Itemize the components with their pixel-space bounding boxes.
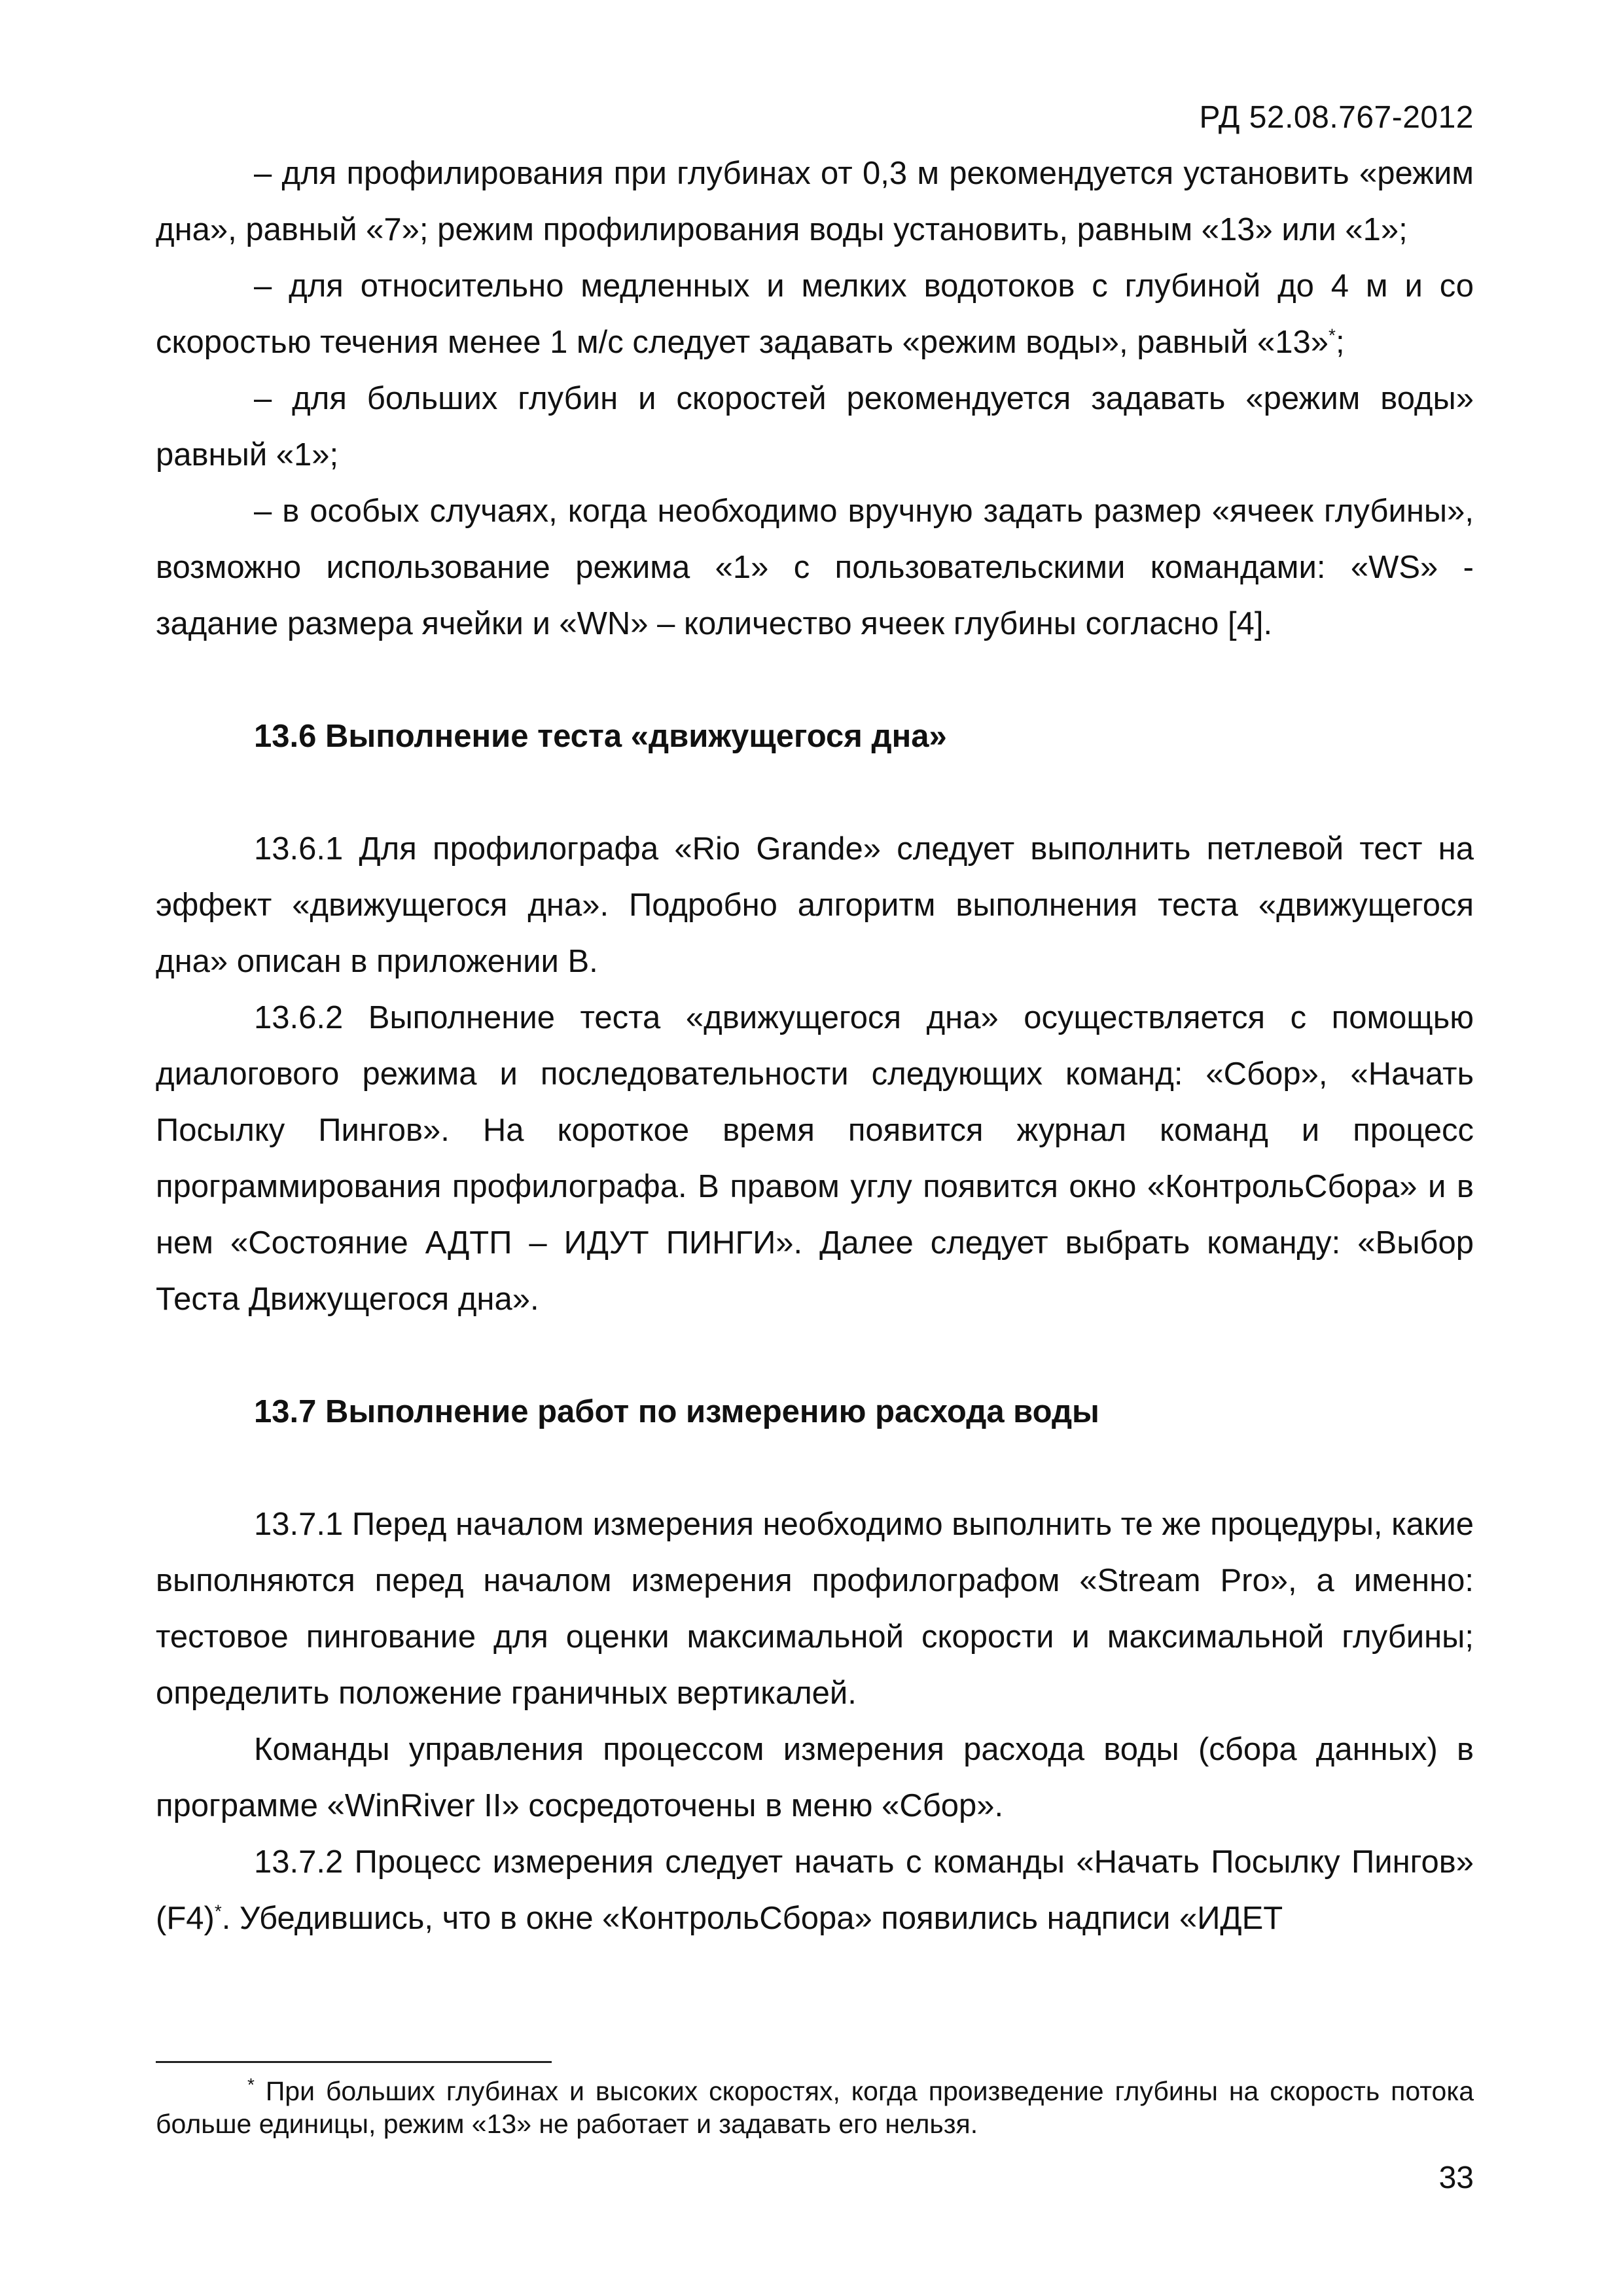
page-number: 33 <box>1438 2161 1474 2195</box>
section-heading-13-6: 13.6 Выполнение теста «движущегося дна» <box>254 719 947 754</box>
paragraph-13-7-1: 13.7.1 Перед началом измерения необходимо выполнить те же процедуры, какие выполняются перед началом измерения профилографом «Stream Pro», а именно: тестовое пингование для оценки максимальной скорости и максимальной глубины; определить положение граничных вертикалей. <box>156 1507 1474 1711</box>
page-body <box>156 145 1474 1946</box>
bullet-item <box>156 258 1474 370</box>
bullet-item: – для профилирования при глубинах от 0,3 м рекомендуется установить «режим дна», равный «7»; режим профилирования воды установить, равным «13» или «1»; <box>156 156 1474 247</box>
footnote <box>156 2075 1474 2140</box>
document-code: РД 52.08.767-2012 <box>1199 100 1474 135</box>
footnote-divider <box>156 2061 552 2063</box>
section-heading-13-7: 13.7 Выполнение работ по измерению расхода воды <box>254 1394 1099 1429</box>
paragraph-text: 13.7.2 Процесс измерения следует начать с команды «Начать Посылку Пингов» (F4) <box>156 1844 1474 1936</box>
bullet-text-tail: ; <box>1335 325 1345 360</box>
paragraph-text-tail: . Убедившись, что в окне «КонтрольСбора» появились надписи «ИДЕТ <box>221 1901 1283 1936</box>
bullet-text: – для относительно медленных и мелких водотоков с глубиной до 4 м и со скоростью течения менее 1 м/с следует задавать «режим воды», равный «13» <box>156 268 1474 360</box>
paragraph-13-7-2 <box>156 1834 1474 1946</box>
bullet-item: – для больших глубин и скоростей рекомендуется задавать «режим воды» равный «1»; <box>156 381 1474 473</box>
paragraph-13-6-2: 13.6.2 Выполнение теста «движущегося дна» осуществляется с помощью диалогового режима и последовательности следующих команд: «Сбор», «Начать Посылку Пингов». На короткое время появится журнал команд и процесс программирования профилографа. В правом углу появится окно «КонтрольСбора» и в нем «Состояние АДТП – ИДУТ ПИНГИ». Далее следует выбрать команду: «Выбор Теста Движущегося дна». <box>156 1000 1474 1317</box>
paragraph-commands: Команды управления процессом измерения расхода воды (сбора данных) в программе «WinRiver II» сосредоточены в меню «Сбор». <box>156 1732 1474 1823</box>
footnote-text: При больших глубинах и высоких скоростях, когда произведение глубины на скорость потока больше единицы, режим «13» не работает и задавать его нельзя. <box>156 2076 1474 2139</box>
footnote-mark: * <box>247 2074 255 2095</box>
bullet-item: – в особых случаях, когда необходимо вручную задать размер «ячеек глубины», возможно использование режима «1» с пользовательскими командами: «WS» - задание размера ячейки и «WN» – количество ячеек глубины согласно [4]. <box>156 493 1474 641</box>
footnote-reference: * <box>214 1901 222 1922</box>
paragraph-13-6-1: 13.6.1 Для профилографа «Rio Grande» следует выполнить петлевой тест на эффект «движущегося дна». Подробно алгоритм выполнения теста «движущегося дна» описан в приложении В. <box>156 831 1474 979</box>
footnote-reference: * <box>1329 325 1336 346</box>
